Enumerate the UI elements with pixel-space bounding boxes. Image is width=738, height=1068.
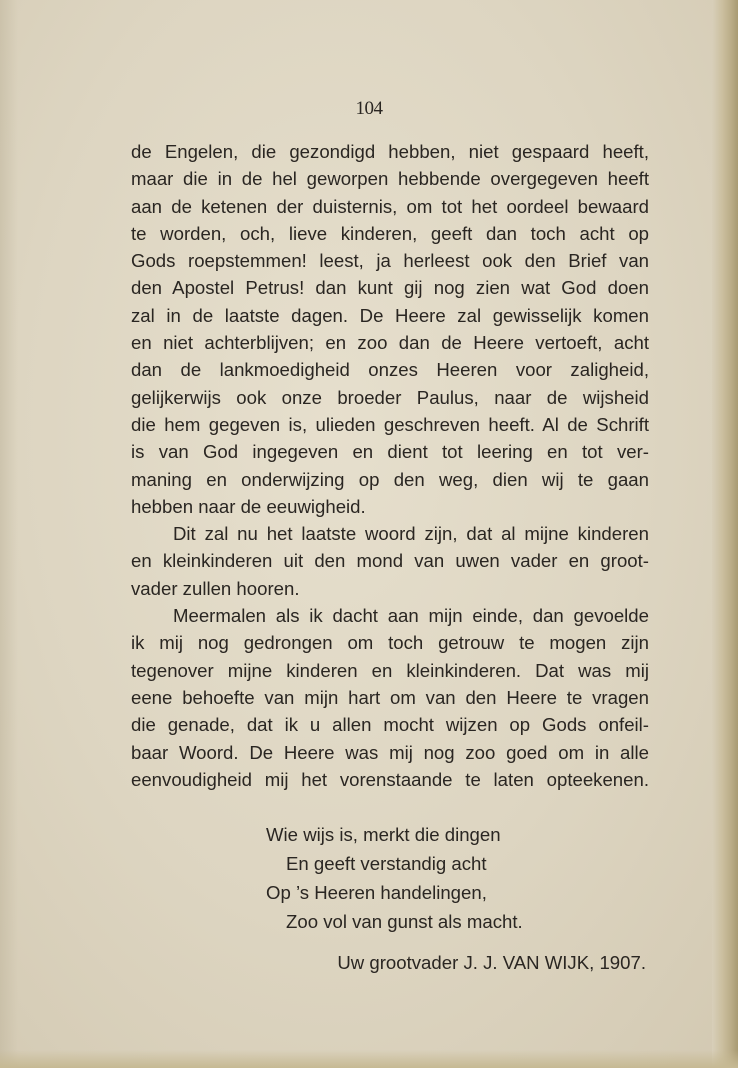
text-line: tegenover mijne kinderen en kleinkinderen. Dat was mij (131, 659, 649, 681)
text-line: die hem gegeven is, ulieden geschreven heeft. Al de Schrift (131, 413, 649, 435)
paragraph-1 (131, 138, 649, 520)
text-line: gelijkerwijs ook onze broeder Paulus, naar de wijsheid (131, 386, 649, 408)
body-text (131, 138, 649, 793)
text-line: eenvoudigheid mij het vorenstaande te laten opteekenen. (131, 768, 649, 790)
text-line: aan de ketenen der duisternis, om tot het oordeel bewaard (131, 195, 649, 217)
text-line: vader zullen hooren. (131, 577, 300, 599)
text-line: maning en onderwijzing op den weg, dien wij te gaan (131, 468, 649, 490)
text-line: Meermalen als ik dacht aan mijn einde, dan gevoelde (173, 605, 649, 627)
paragraph-2 (131, 520, 649, 602)
text-line: hebben naar de eeuwigheid. (131, 495, 366, 517)
page-number: 104 (355, 98, 383, 119)
text-line: te worden, och, lieve kinderen, geeft dan toch acht op (131, 222, 649, 244)
poem-line: Wie wijs is, merkt die dingen (266, 824, 501, 845)
signature: Uw grootvader J. J. VAN WIJK, 1907. (337, 952, 646, 973)
text-line: ik mij nog gedrongen om toch getrouw te mogen zijn (131, 632, 649, 654)
paragraph-3 (131, 602, 649, 793)
poem-line: Op ’s Heeren handelingen, (266, 882, 487, 903)
text-line: de Engelen, die gezondigd hebben, niet gespaard heeft, (131, 141, 649, 162)
text-line: die genade, dat ik u allen mocht wijzen op Gods onfeil- (131, 714, 649, 736)
poem-line: En geeft verstandig acht (286, 853, 487, 874)
poem (0, 820, 738, 936)
page-bottom-edge (0, 1050, 738, 1068)
poem-line: Zoo vol van gunst als macht. (286, 911, 523, 932)
text-line: is van God ingegeven en dient tot leering en tot ver- (131, 441, 649, 463)
text-line: en niet achterblijven; en zoo dan de Heere vertoeft, acht (131, 332, 649, 354)
text-line: den Apostel Petrus! dan kunt gij nog zien wat God doen (131, 277, 649, 299)
text-line: maar die in de hel geworpen hebbende overgegeven heeft (131, 168, 649, 190)
text-line: eene behoefte van mijn hart om van den Heere te vragen (131, 686, 649, 708)
text-line: zal in de laatste dagen. De Heere zal gewisselijk komen (131, 304, 649, 326)
text-line: Dit zal nu het laatste woord zijn, dat al mijne kinderen (173, 523, 649, 545)
text-line: baar Woord. De Heere was mij nog zoo goed om in alle (131, 741, 649, 763)
text-line: Gods roepstemmen! leest, ja herleest ook den Brief van (131, 250, 649, 272)
text-line: en kleinkinderen uit den mond van uwen vader en groot- (131, 550, 649, 572)
text-line: dan de lankmoedigheid onzes Heeren voor zaligheid, (131, 359, 649, 381)
